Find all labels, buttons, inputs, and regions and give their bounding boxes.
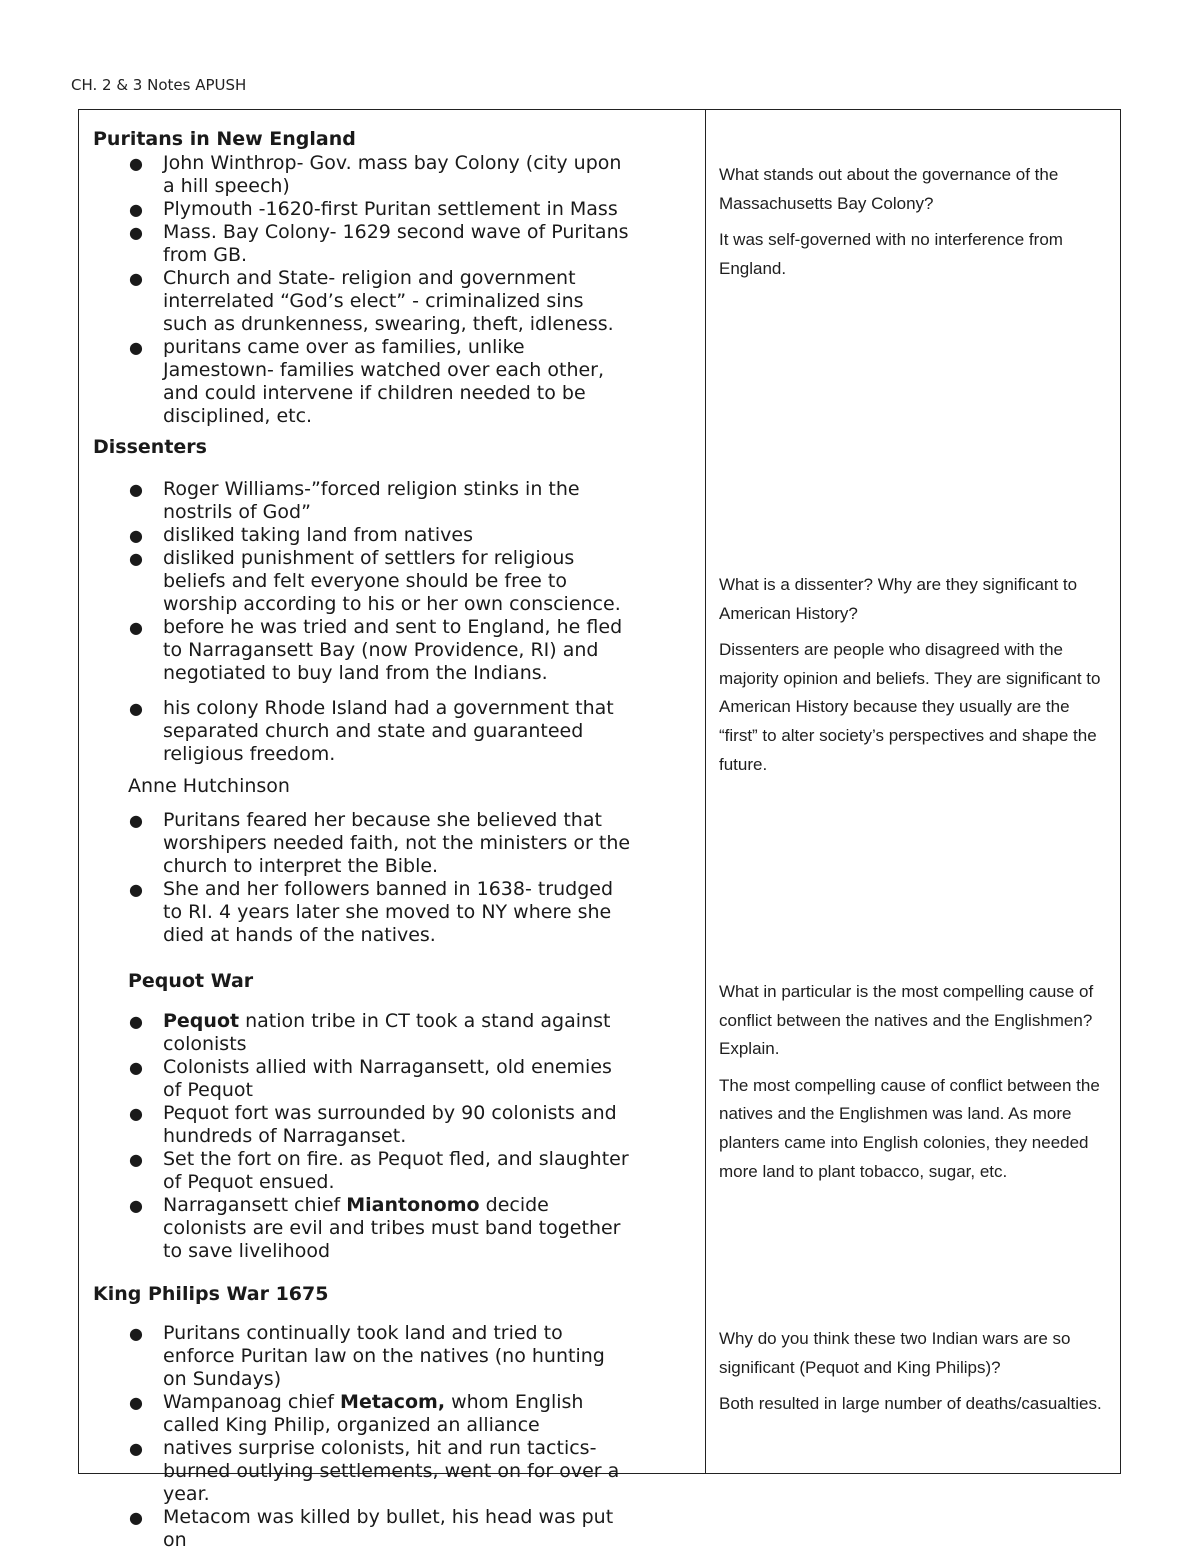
- bullet-icon: ●: [129, 699, 143, 718]
- bullet-icon: ●: [129, 1150, 143, 1169]
- list-item: ● Puritans continually took land and tried to enforce Puritan law on the natives (no hunting on Sundays): [129, 1322, 605, 1390]
- list-item: ● John Winthrop- Gov. mass bay Colony (city upon a hill speech): [129, 152, 622, 197]
- column-divider: [705, 110, 706, 1473]
- list-item: ● his colony Rhode Island had a government that separated church and state and guaranteed religious freedom.: [129, 697, 614, 765]
- questions-column: [719, 110, 1111, 1473]
- list-item: ● She and her followers banned in 1638- trudged to RI. 4 years later she moved to NY where she died at hands of the natives.: [129, 878, 614, 946]
- section-heading-pequot-war: Pequot War: [128, 970, 254, 992]
- answer-text: It was self-governed with no interference from England.: [719, 230, 1063, 278]
- notes-column: [79, 110, 705, 1551]
- bullet-icon: ●: [129, 154, 143, 173]
- list-item: ● Mass. Bay Colony- 1629 second wave of Puritans from GB.: [129, 221, 629, 266]
- list-item: ● Narragansett chief Miantonomo decide colonists are evil and tribes must band together to save livelihood: [129, 1194, 621, 1262]
- list-item: ● Pequot nation tribe in CT took a stand against colonists: [129, 1010, 611, 1055]
- list-item: ● Puritans feared her because she believed that worshipers needed faith, not the ministers or the church to interpret the Bible.: [129, 809, 631, 877]
- puritans-list: [93, 152, 633, 428]
- bullet-icon: ●: [129, 618, 143, 637]
- bullet-icon: ●: [129, 526, 143, 545]
- list-item: ● before he was tried and sent to England, he fled to Narragansett Bay (now Providence, RI) and negotiated to buy land from the Indians.: [129, 616, 623, 684]
- bullet-icon: ●: [129, 1324, 143, 1343]
- document-title: CH. 2 & 3 Notes APUSH: [71, 76, 247, 94]
- list-item: ● Metacom was killed by bullet, his head was put on: [129, 1506, 614, 1551]
- dissenters-list: [93, 478, 633, 766]
- list-item: ● Colonists allied with Narragansett, old enemies of Pequot: [129, 1056, 612, 1101]
- bullet-icon: ●: [129, 269, 143, 288]
- hutchinson-list: [93, 809, 633, 947]
- question-text: What is a dissenter? Why are they significant to American History?: [719, 575, 1078, 623]
- question-text: What stands out about the governance of the Massachusetts Bay Colony?: [719, 165, 1059, 213]
- answer-text: The most compelling cause of conflict between the natives and the Englishmen was land. As more planters came into English colonies, they needed more land to plant tobacco, sugar, etc.: [719, 1075, 1100, 1181]
- bullet-icon: ●: [129, 200, 143, 219]
- list-item: ● Church and State- religion and government interrelated “God’s elect” - criminalized sins such as drunkenness, swearing, theft, idleness.: [129, 267, 614, 335]
- subheading-anne-hutchinson: Anne Hutchinson: [128, 775, 290, 797]
- list-item: ● natives surprise colonists, hit and run tactics- burned outlying settlements, went on for over a year.: [129, 1437, 620, 1505]
- notes-table: [78, 109, 1121, 1551]
- question-block: [719, 161, 1111, 291]
- bullet-icon: ●: [129, 1012, 143, 1031]
- list-item: ● Wampanoag chief Metacom, whom English called King Philip, organized an alliance: [129, 1391, 584, 1436]
- bullet-icon: ●: [129, 338, 143, 357]
- bullet-icon: ●: [129, 1439, 143, 1458]
- bullet-icon: ●: [129, 1058, 143, 1077]
- list-item: ● Pequot fort was surrounded by 90 colonists and hundreds of Narraganset.: [129, 1102, 617, 1147]
- bullet-icon: ●: [129, 811, 143, 830]
- section-heading-king-philips-war: King Philips War 1675: [93, 1283, 329, 1305]
- question-text: Why do you think these two Indian wars are so significant (Pequot and King Philips)?: [719, 1329, 1071, 1377]
- answer-text: Both resulted in large number of deaths/casualties.: [719, 1394, 1102, 1414]
- list-item: ● Set the fort on fire. as Pequot fled, and slaughter of Pequot ensued.: [129, 1148, 629, 1193]
- list-item: ● disliked taking land from natives: [129, 524, 473, 546]
- question-block: [719, 1325, 1111, 1427]
- bullet-icon: ●: [129, 480, 143, 499]
- answer-text: Dissenters are people who disagreed with the majority opinion and beliefs. They are significant to American History because they usually are the “first” to alter society’s perspectives and shape the future.: [719, 640, 1101, 774]
- bullet-icon: ●: [129, 223, 143, 242]
- bullet-icon: ●: [129, 1196, 143, 1215]
- bullet-icon: ●: [129, 1393, 143, 1412]
- question-block: [719, 978, 1111, 1194]
- question-text: What in particular is the most compelling cause of conflict between the natives and the Englishmen? Explain.: [719, 982, 1094, 1059]
- king-philips-list: [93, 1322, 633, 1552]
- pequot-list: [93, 1010, 633, 1263]
- section-heading-puritans: Puritans in New England: [93, 128, 356, 150]
- question-block: [719, 571, 1111, 787]
- list-item: ● puritans came over as families, unlike Jamestown- families watched over each other, and could intervene if children needed to be disciplined, etc.: [129, 336, 605, 427]
- bullet-icon: ●: [129, 549, 143, 568]
- bullet-icon: ●: [129, 1508, 143, 1527]
- list-item: ● Plymouth -1620-first Puritan settlement in Mass: [129, 198, 618, 220]
- bullet-icon: ●: [129, 1104, 143, 1123]
- section-heading-dissenters: Dissenters: [93, 436, 207, 458]
- list-item: ● disliked punishment of settlers for religious beliefs and felt everyone should be free to worship according to his or her own conscience.: [129, 547, 621, 615]
- bullet-icon: ●: [129, 880, 143, 899]
- list-item: ● Roger Williams-”forced religion stinks in the nostrils of God”: [129, 478, 580, 523]
